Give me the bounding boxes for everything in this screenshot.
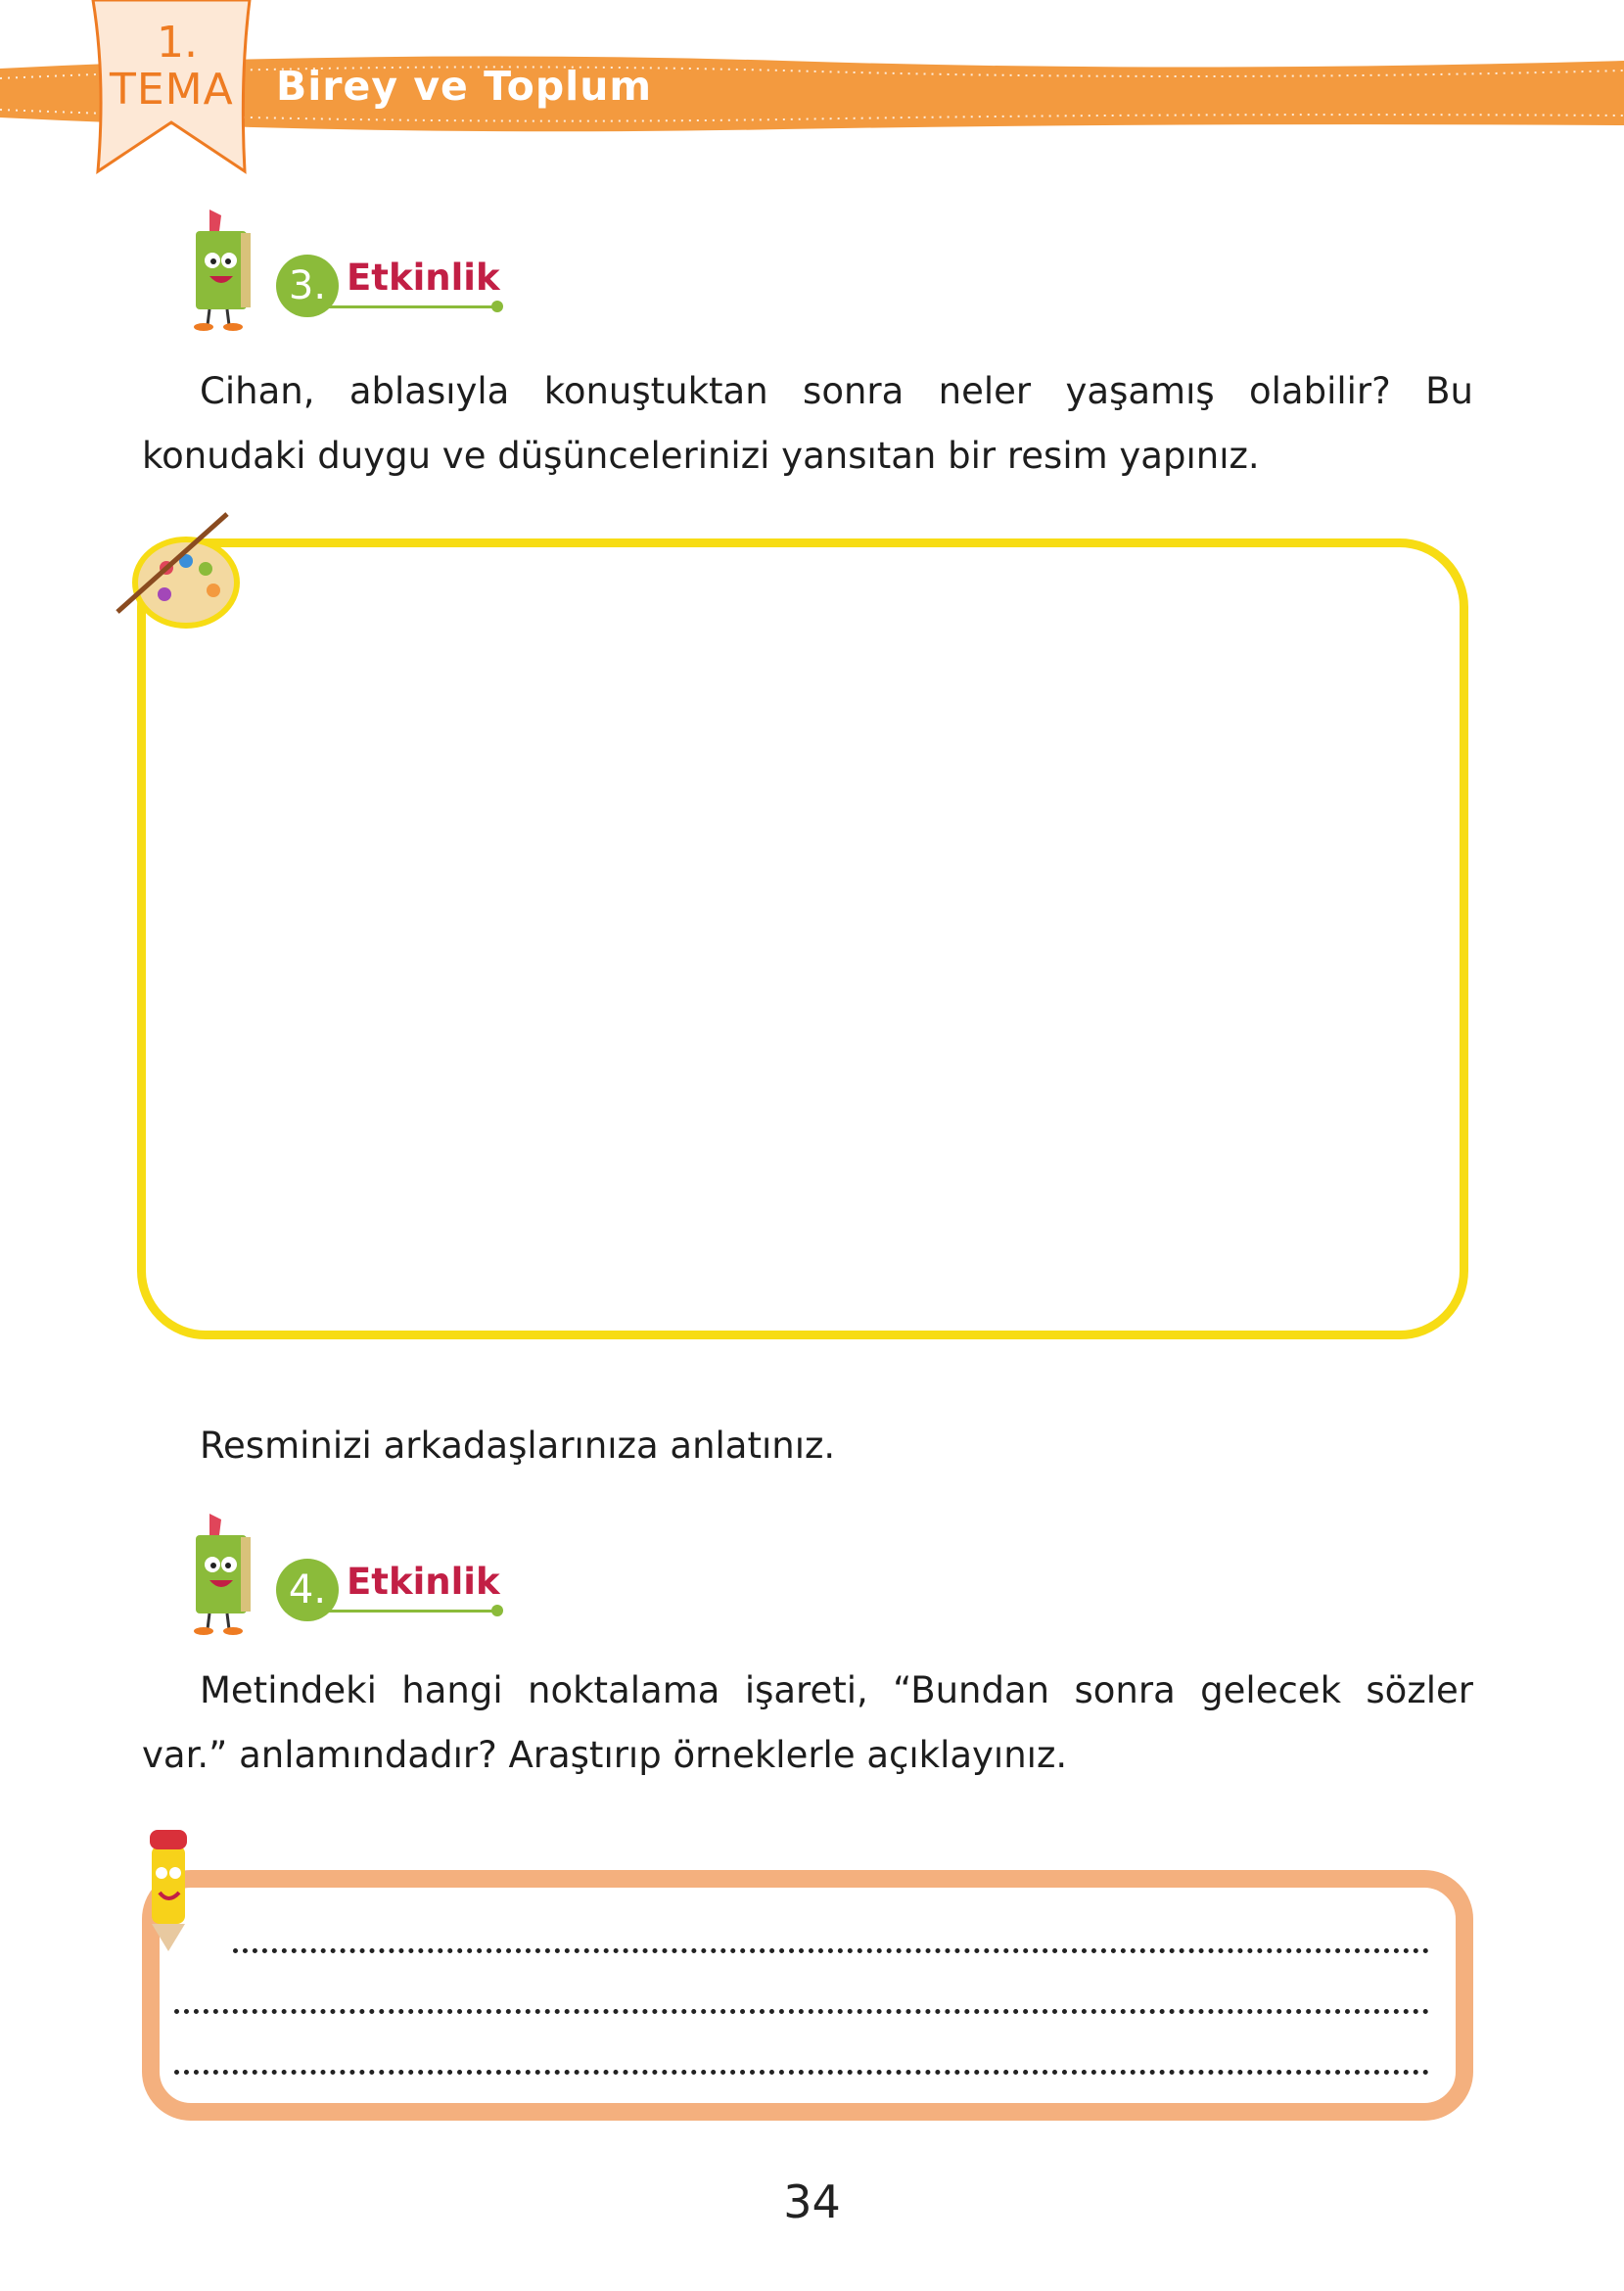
answer-line-3[interactable] bbox=[174, 2070, 1429, 2075]
activity-number-badge: 4. bbox=[276, 1559, 339, 1621]
activity-3-followup: Resminizi arkadaşlarınıza anlatınız. bbox=[200, 1425, 836, 1467]
activity-underline bbox=[325, 1610, 497, 1613]
activity-label: Etkinlik bbox=[347, 1561, 500, 1603]
theme-title: Birey ve Toplum bbox=[276, 63, 653, 110]
activity-number-badge: 3. bbox=[276, 255, 339, 317]
theme-number: 1. bbox=[157, 18, 198, 68]
answer-box bbox=[142, 1870, 1473, 2121]
activity-3-heading bbox=[168, 204, 501, 331]
theme-header-band bbox=[0, 0, 1624, 196]
theme-label: TEMA bbox=[110, 65, 234, 115]
book-mascot-icon bbox=[168, 1508, 276, 1635]
book-mascot-icon bbox=[168, 204, 276, 331]
pencil-mascot-icon bbox=[122, 1816, 230, 1953]
drawing-area[interactable] bbox=[137, 538, 1468, 1339]
answer-line-1[interactable] bbox=[233, 1948, 1429, 1953]
activity-4-heading bbox=[168, 1508, 501, 1635]
answer-line-2[interactable] bbox=[174, 2009, 1429, 2014]
activity-underline bbox=[325, 305, 497, 308]
page-number: 34 bbox=[783, 2175, 841, 2228]
activity-underline-dot bbox=[491, 301, 503, 312]
activity-underline-dot bbox=[491, 1605, 503, 1616]
activity-4-instruction: Metindeki hangi noktalama işareti, “Bundan sonra gelecek sözler var.” anlamındadır? Araştırıp örneklerle açıklayınız. bbox=[142, 1669, 1473, 1776]
paint-palette-icon bbox=[108, 504, 255, 651]
activity-3-instruction: Cihan, ablasıyla konuştuktan sonra neler yaşamış olabilir? Bu konudaki duygu ve düşüncelerinizi yansıtan bir resim yapınız. bbox=[142, 370, 1473, 477]
activity-label: Etkinlik bbox=[347, 257, 500, 299]
